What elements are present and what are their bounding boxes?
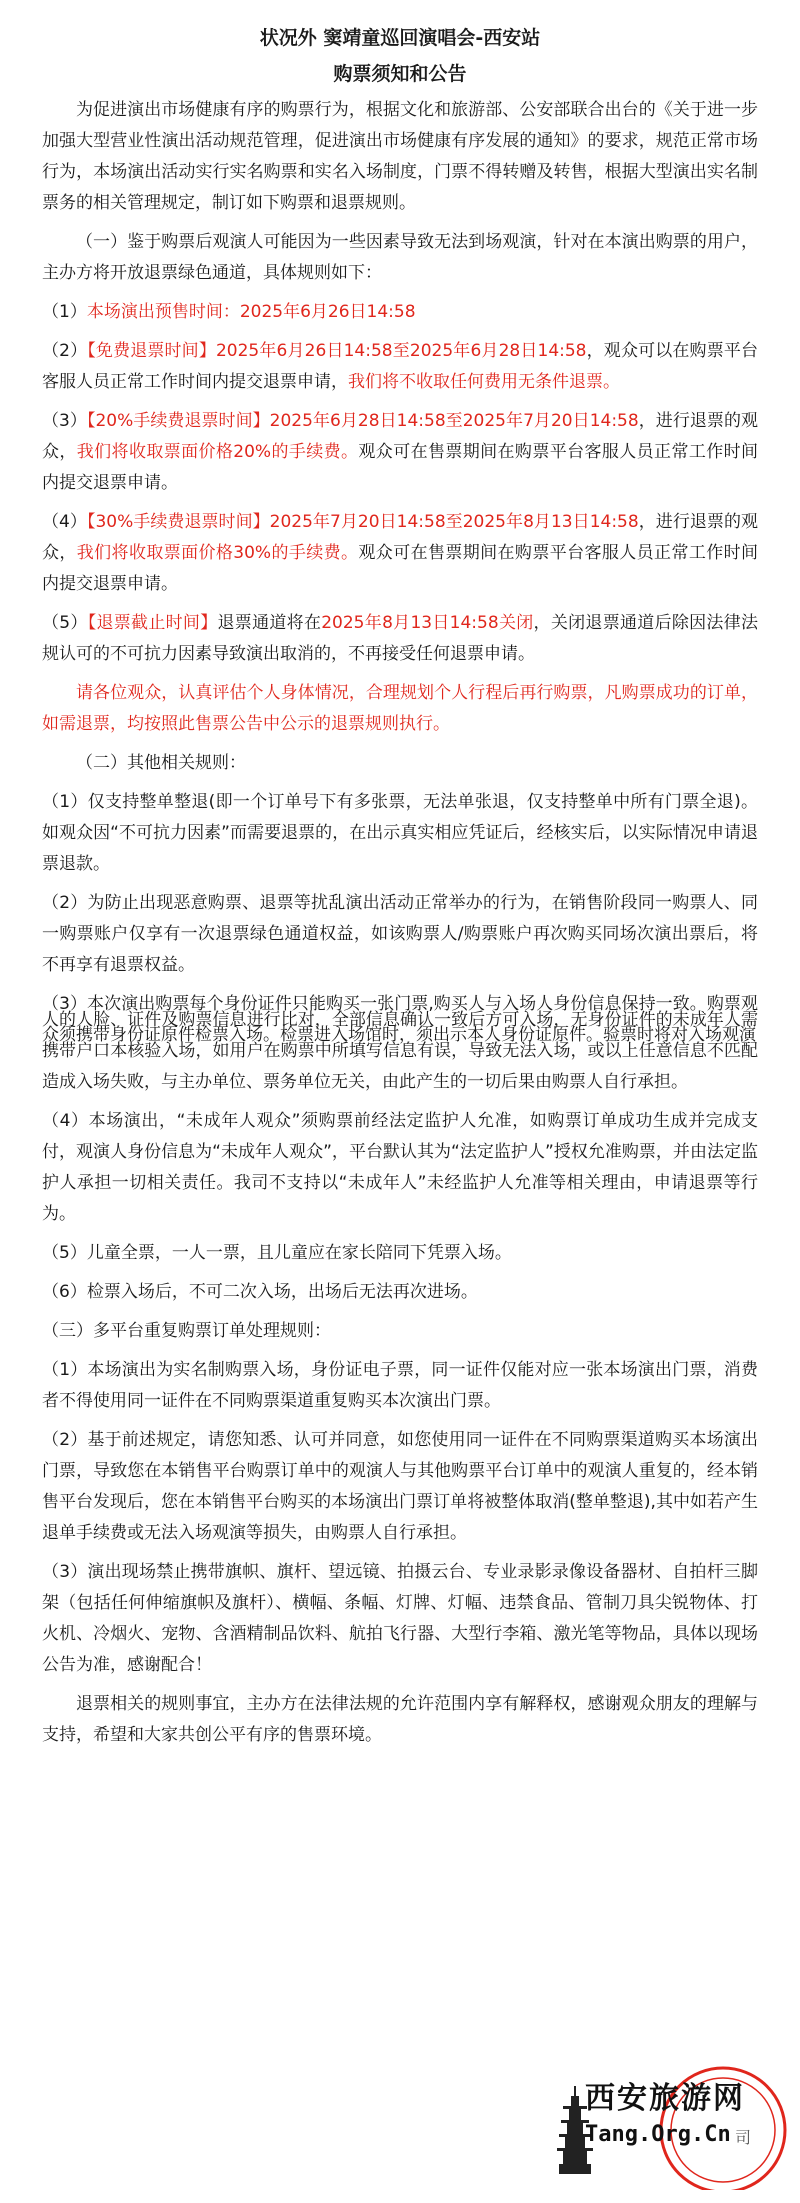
free-refund-period: 【免费退票时间】2025年6月26日14:58至2025年6月28日14:58	[87, 341, 587, 361]
watermark-site-url: Tang.Org.Cn	[585, 2122, 731, 2147]
fee30-refund-period: 【30%手续费退票时间】2025年7月20日14:58至2025年8月13日14:58	[86, 512, 639, 532]
item-number: （3）	[42, 411, 87, 431]
refund-item-4	[42, 507, 758, 600]
refund-item-2	[42, 336, 758, 398]
page-title: 状况外 窦靖童巡回演唱会-西安站	[259, 27, 541, 49]
other-rule-2: （2）为防止出现恶意购票、退票等扰乱演出活动正常举办的行为，在销售阶段同一购票人、同一购票账户仅享有一次退票绿色通道权益，如该购票人/购票账户再次购买同场次演出票后，将不再享有退票权益。	[42, 893, 758, 975]
item-number: （5）	[42, 613, 88, 633]
item-text: 观众可在售票期间在购票平台客服人员正常工作时间内提交退票申请。	[42, 543, 758, 594]
closing-paragraph: 退票相关的规则事宜，主办方在法律法规的允许范围内享有解释权，感谢观众朋友的理解与支持，希望和大家共创公平有序的售票环境。	[42, 1694, 758, 1745]
fee20-refund-period: 【20%手续费退票时间】2025年6月28日14:58至2025年7月20日14:58	[86, 411, 639, 431]
item-text: 退票通道将在	[217, 613, 322, 633]
other-rule-3-part2: 人的人脸、证件及购票信息进行比对，全部信息确认一致后方可入场，无身份证件的未成年人需携带户口本核验入场，如用户在购票中所填写信息有误，导致无法入场，或以上任意信息不匹配造成入场失败，与主办单位、票务单位无关，由此产生的一切后果由购票人自行承担。	[42, 1010, 758, 1092]
other-rule-5: （5）儿童全票，一人一票，且儿童应在家长陪同下凭票入场。	[42, 1243, 512, 1263]
multi-platform-rule-1: （1）本场演出为实名制购票入场，身份证电子票，同一证件仅能对应一张本场演出门票，消费者不得使用同一证件在不同购票渠道重复购买本次演出门票。	[42, 1360, 758, 1411]
item-text: ，关闭退票通道后除因法律法规认可的不可抗力因素导致演出取消的，不再接受任何退票申请。	[42, 613, 759, 664]
refund-item-1	[42, 297, 758, 328]
other-rule-3-part1: （3）本次演出购票每个身份证件只能购买一张门票,购买人与入场人身份信息保持一致。购票观众须携带身份证原件检票入场。检票进入场馆时，须出示本人身份证原件。验票时将对入场观演	[42, 994, 758, 1045]
fee30-note: 我们将收取票面价格30%的手续费。	[76, 543, 359, 563]
item-number: （4）	[42, 512, 87, 532]
page-subtitle: 购票须知和公告	[333, 63, 467, 85]
item-text: 观众可在售票期间在购票平台客服人员正常工作时间内提交退票申请。	[42, 442, 758, 493]
refund-deadline-time: 2025年8月13日14:58关闭	[321, 613, 534, 633]
item-text: ，进行退票的观众，	[42, 411, 758, 462]
fee20-note: 我们将收取票面价格20%的手续费。	[76, 442, 359, 462]
refund-item-5	[42, 608, 758, 670]
other-rule-1: （1）仅支持整单整退(即一个订单号下有多张票，无法单张退，仅支持整单中所有门票全退)。如观众因“不可抗力因素”而需要退票的，在出示真实相应凭证后，经核实后，以实际情况申请退票退款。	[42, 792, 758, 874]
upper-content	[42, 95, 758, 1059]
multi-platform-rule-2: （2）基于前述规定，请您知悉、认可并同意，如您使用同一证件在不同购票渠道购买本场演出门票，导致您在本销售平台购票订单中的观演人与其他购票平台订单中的观演人重复的，经本销售平台发现后，您在本销售平台购买的本场演出门票订单将被整体取消(整单整退),其中如若产生退单手续费或无法入场观演等损失，由购票人自行承担。	[42, 1430, 758, 1543]
multi-platform-heading: （三）多平台重复购票订单处理规则：	[42, 1321, 331, 1341]
free-refund-note: 我们将不收取任何费用无条件退票。	[348, 372, 620, 392]
intro-paragraph: 为促进演出市场健康有序的购票行为，根据文化和旅游部、公安部联合出台的《关于进一步加强大型营业性演出活动规范管理，促进演出市场健康有序发展的通知》的要求，规范正常市场行为，本场演出活动实行实名购票和实名入场制度，门票不得转赠及转售，根据大型演出实名制票务的相关管理规定，制订如下购票和退票规则。	[42, 100, 758, 213]
refund-notice: 请各位观众，认真评估个人身体情况，合理规划个人行程后再行购票，凡购票成功的订单，如需退票，均按照此售票公告中公示的退票规则执行。	[42, 683, 758, 734]
other-rule-4: （4）本场演出，“未成年人观众”须购票前经法定监护人允准，如购票订单成功生成并完成支付，观演人身份信息为“未成年人观众”，平台默认其为“法定监护人”授权允准购票，并由法定监护人承担一切相关责任。我司不支持以“未成年人”未经监护人允准等相关理由，申请退票等行为。	[42, 1111, 758, 1224]
item-text: ，进行退票的观众，	[42, 512, 758, 563]
item-number: （1）	[42, 302, 87, 322]
other-rules-heading: （二）其他相关规则：	[76, 753, 246, 773]
item-text: ，观众可以在购票平台客服人员正常工作时间内提交退票申请，	[42, 341, 759, 392]
other-rule-6: （6）检票入场后，不可二次入场，出场后无法再次进场。	[42, 1282, 478, 1302]
multi-platform-rule-3: （3）演出现场禁止携带旗帜、旗杆、望远镜、拍摄云台、专业录影录像设备器材、自拍杆三脚架（包括任何伸缩旗帜及旗杆）、横幅、条幅、灯牌、灯幅、违禁食品、管制刀具尖锐物体、打火机、冷烟火、宠物、含酒精制品饮料、航拍飞行器、大型行李箱、激光笔等物品，具体以现场公告为准，感谢配合！	[42, 1562, 758, 1675]
presale-time: 本场演出预售时间：2025年6月26日14:58	[86, 302, 416, 322]
stamp-tail-char: 司	[735, 2128, 752, 2147]
refund-section-heading: （一）鉴于购票后观演人可能因为一些因素导致无法到场观演，针对在本演出购票的用户，主办方将开放退票绿色通道，具体规则如下：	[42, 232, 758, 283]
watermark-site-name: 西安旅游网	[585, 2081, 745, 2116]
refund-deadline-label: 【退票截止时间】	[87, 613, 218, 633]
item-number: （2）	[42, 341, 88, 361]
lower-content	[42, 1005, 758, 1759]
refund-item-3	[42, 406, 758, 499]
